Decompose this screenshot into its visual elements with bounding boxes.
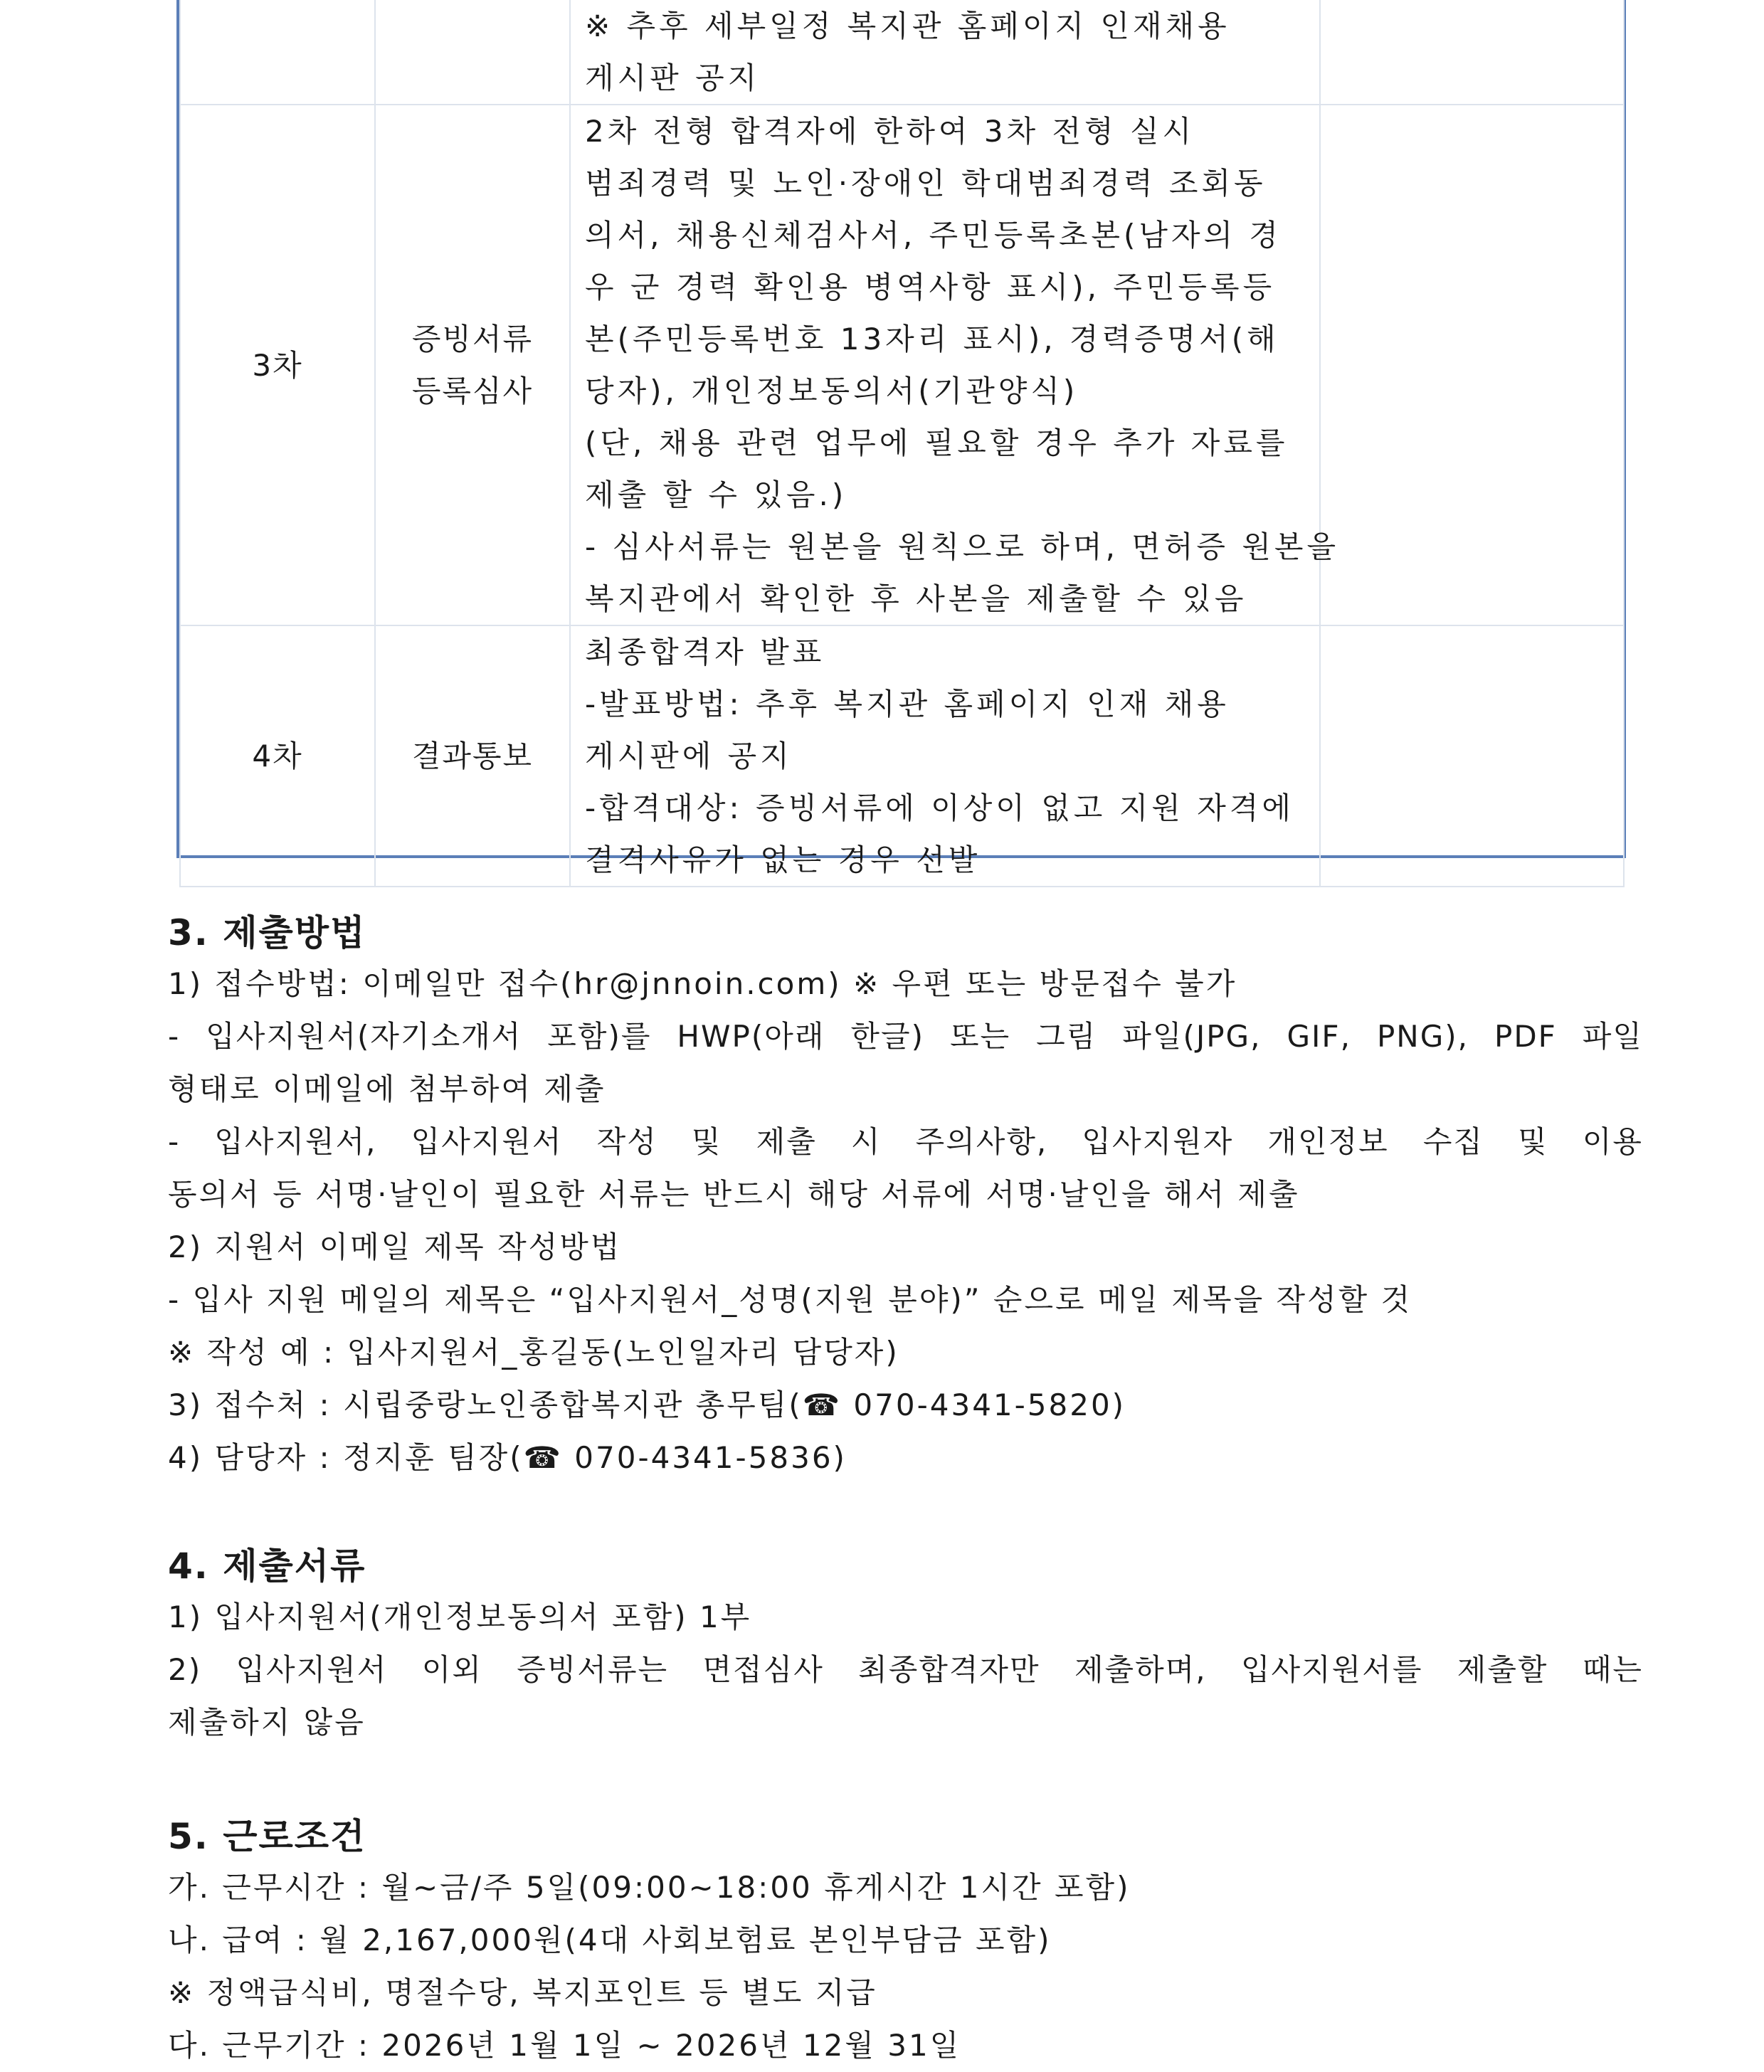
content-line: 범죄경력 및 노인·장애인 학대범죄경력 조회동 xyxy=(585,166,1267,201)
type-label: 증빙서류 xyxy=(411,322,534,356)
body-line: 3) 접수처 : 시립중랑노인종합복지관 총무팀(☎ 070-4341-5820) xyxy=(168,1388,1126,1422)
type-label: 결과통보 xyxy=(411,739,534,773)
content-line: 최종합격자 발표 xyxy=(585,635,825,670)
stage-label: 4차 xyxy=(252,739,303,773)
content-line: -합격대상: 증빙서류에 이상이 없고 지원 자격에 xyxy=(585,791,1294,825)
table-row xyxy=(180,0,1624,105)
body-line: 1) 접수방법: 이메일만 접수(hr@jnnoin.com) ※ 우편 또는 방문접수 불가 xyxy=(168,966,1237,1001)
content-line: 게시판 공지 xyxy=(585,60,761,95)
stage-cell xyxy=(180,105,375,625)
type-cell xyxy=(375,625,570,887)
stage-cell xyxy=(180,625,375,887)
content-line: 복지관에서 확인한 후 사본을 제출할 수 있음 xyxy=(585,581,1247,616)
section-working-conditions xyxy=(168,1812,1643,2072)
content-line: -발표방법: 추후 복지관 홈페이지 인재 채용 xyxy=(585,687,1230,722)
body-line: - 입사 지원 메일의 제목은 “입사지원서_성명(지원 분야)” 순으로 메일 제목을 작성할 것 xyxy=(168,1282,1412,1317)
body-line: 2) 지원서 이메일 제목 작성방법 xyxy=(168,1230,622,1264)
content-line: - 심사서류는 원본을 원칙으로 하며, 면허증 원본을 xyxy=(585,529,1340,564)
section-heading: 3. 제출방법 xyxy=(168,912,366,953)
section-heading: 4. 제출서류 xyxy=(168,1545,366,1587)
type-label: 등록심사 xyxy=(411,374,534,408)
content-cell xyxy=(570,105,1340,625)
body-line: - 입사지원서(자기소개서 포함)를 HWP(아래 한글) 또는 그림 파일(JPG, GIF, PNG), PDF 파일 xyxy=(168,1019,1643,1054)
section-submission-method xyxy=(168,908,1643,1484)
body-line: 제출하지 않음 xyxy=(168,1705,366,1740)
content-cell xyxy=(570,0,1320,105)
body-line: 동의서 등 서명·날인이 필요한 서류는 반드시 해당 서류에 서명·날인을 해서 제출 xyxy=(168,1177,1300,1212)
content-line: 당자), 개인정보동의서(기관양식) xyxy=(585,374,1079,408)
body-line: ※ 정액급식비, 명절수당, 복지포인트 등 별도 지급 xyxy=(168,1975,877,2010)
note-cell xyxy=(1320,105,1624,625)
section-required-documents xyxy=(168,1541,1643,1749)
content-line: 결격사유가 없는 경우 선발 xyxy=(585,842,981,877)
type-cell xyxy=(375,0,570,105)
body-line: 1) 입사지원서(개인정보동의서 포함) 1부 xyxy=(168,1600,752,1634)
content-cell xyxy=(570,625,1320,887)
table-row xyxy=(180,625,1624,887)
note-cell xyxy=(1320,625,1624,887)
content-line: 본(주민등록번호 13자리 표시), 경력증명서(해 xyxy=(585,322,1279,356)
content-line: 게시판에 공지 xyxy=(585,739,793,773)
note-cell xyxy=(1320,0,1624,105)
content-line: ※ 추후 세부일정 복지관 홈페이지 인재채용 xyxy=(585,9,1230,43)
body-line: ※ 작성 예 : 입사지원서_홍길동(노인일자리 담당자) xyxy=(168,1335,899,1370)
content-line: 제출 할 수 있음.) xyxy=(585,477,847,512)
body-line: 가. 근무시간 : 월~금/주 5일(09:00~18:00 휴게시간 1시간 포함) xyxy=(168,1870,1131,1905)
section-heading: 5. 근로조건 xyxy=(168,1816,366,1857)
body-line: 형태로 이메일에 첨부하여 제출 xyxy=(168,1072,606,1106)
table-row xyxy=(180,105,1624,625)
content-line: (단, 채용 관련 업무에 필요할 경우 추가 자료를 xyxy=(585,426,1289,460)
content-line: 우 군 경력 확인용 병역사항 표시), 주민등록등 xyxy=(585,270,1276,305)
body-line: 다. 근무기간 : 2026년 1월 1일 ~ 2026년 12월 31일 xyxy=(168,2028,961,2063)
content-line: 2차 전형 합격자에 한하여 3차 전형 실시 xyxy=(585,114,1195,149)
selection-process-table xyxy=(176,0,1626,877)
stage-cell xyxy=(180,0,375,105)
content-line: 의서, 채용신체검사서, 주민등록초본(남자의 경 xyxy=(585,218,1282,253)
body-line: 나. 급여 : 월 2,167,000원(4대 사회보험료 본인부담금 포함) xyxy=(168,1923,1052,1957)
body-line: - 입사지원서, 입사지원서 작성 및 제출 시 주의사항, 입사지원자 개인정보 수집 및 이용 xyxy=(168,1124,1643,1159)
type-cell xyxy=(375,105,570,625)
body-line: 4) 담당자 : 정지훈 팀장(☎ 070-4341-5836) xyxy=(168,1440,847,1475)
body-line: 2) 입사지원서 이외 증빙서류는 면접심사 최종합격자만 제출하며, 입사지원서를 제출할 때는 xyxy=(168,1652,1643,1687)
stage-label: 3차 xyxy=(252,347,303,383)
